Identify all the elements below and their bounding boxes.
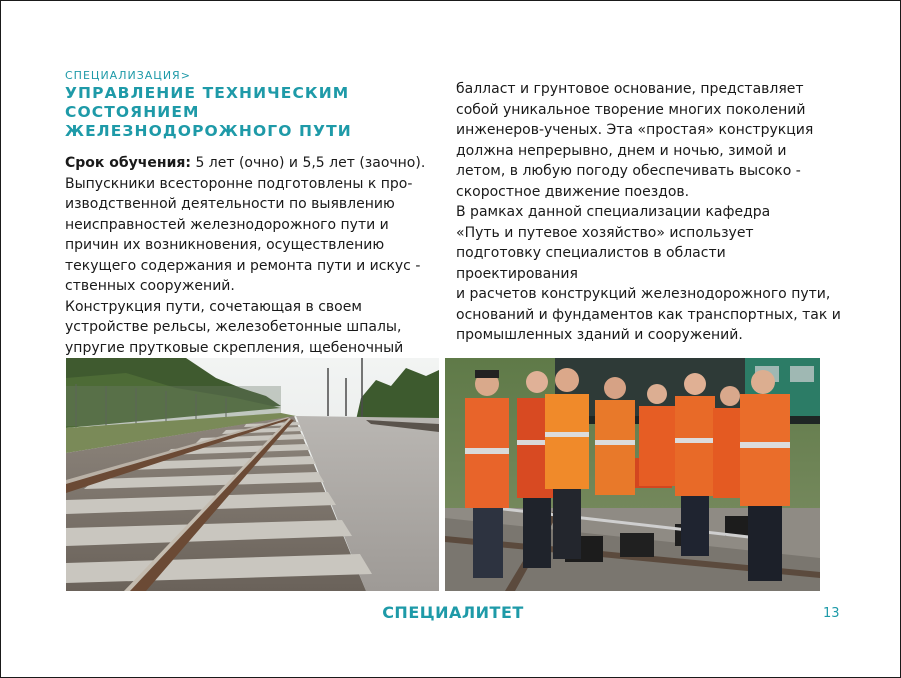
students-illustration: [445, 358, 820, 591]
kicker-arrow-icon: >: [180, 69, 191, 82]
footer-section-title: СПЕЦИАЛИТЕТ: [382, 603, 524, 622]
heading-line-2: ЖЕЛЕЗНОДОРОЖНОГО ПУТИ: [65, 122, 352, 140]
duration-value: 5 лет (очно) и 5,5 лет (заочно).: [191, 155, 426, 171]
duration-label: Срок обучения:: [65, 155, 191, 171]
heading-line-1: УПРАВЛЕНИЕ ТЕХНИЧЕСКИМ СОСТОЯНИЕМ: [65, 84, 350, 121]
railway-track-illustration: [66, 358, 439, 591]
students-field-work-photo: [445, 358, 820, 591]
left-column: [65, 69, 437, 358]
page-number: 13: [823, 606, 840, 621]
section-kicker: [65, 69, 437, 82]
duration-line: [65, 153, 437, 174]
left-body-text: Выпускники всесторонне подготовлены к про- изводственной деятельности по выявлению неисправностей железнодорожного пути и причин их возникновения, осуществлению текущего содержания и ремонта пути и искус - ственных сооружений. Конструкция пути, сочетающая в своем устройстве рельсы, железобетонные шпалы, упругие прутковые скрепления, щебеночный: [65, 175, 421, 356]
right-body-text: балласт и грунтовое основание, представляет собой уникальное творение многих поколений инженеров-ученых. Эта «простая» конструкция должна непрерывно, днем и ночью, зимой и летом, в любую погоду обеспечивать высоко - скоростное движение поездов. В рамках данной специализации кафедра «Путь и путевое хозяйство» использует подготовку специалистов в области проектирования и расчетов конструкций железнодорожного пути, оснований и фундаментов как транспортных, так и промышленных зданий и сооружений.: [456, 81, 841, 343]
section-heading: [65, 84, 437, 141]
kicker-text: СПЕЦИАЛИЗАЦИЯ: [65, 69, 181, 82]
right-column: [456, 79, 851, 346]
railway-track-photo: [66, 358, 439, 591]
